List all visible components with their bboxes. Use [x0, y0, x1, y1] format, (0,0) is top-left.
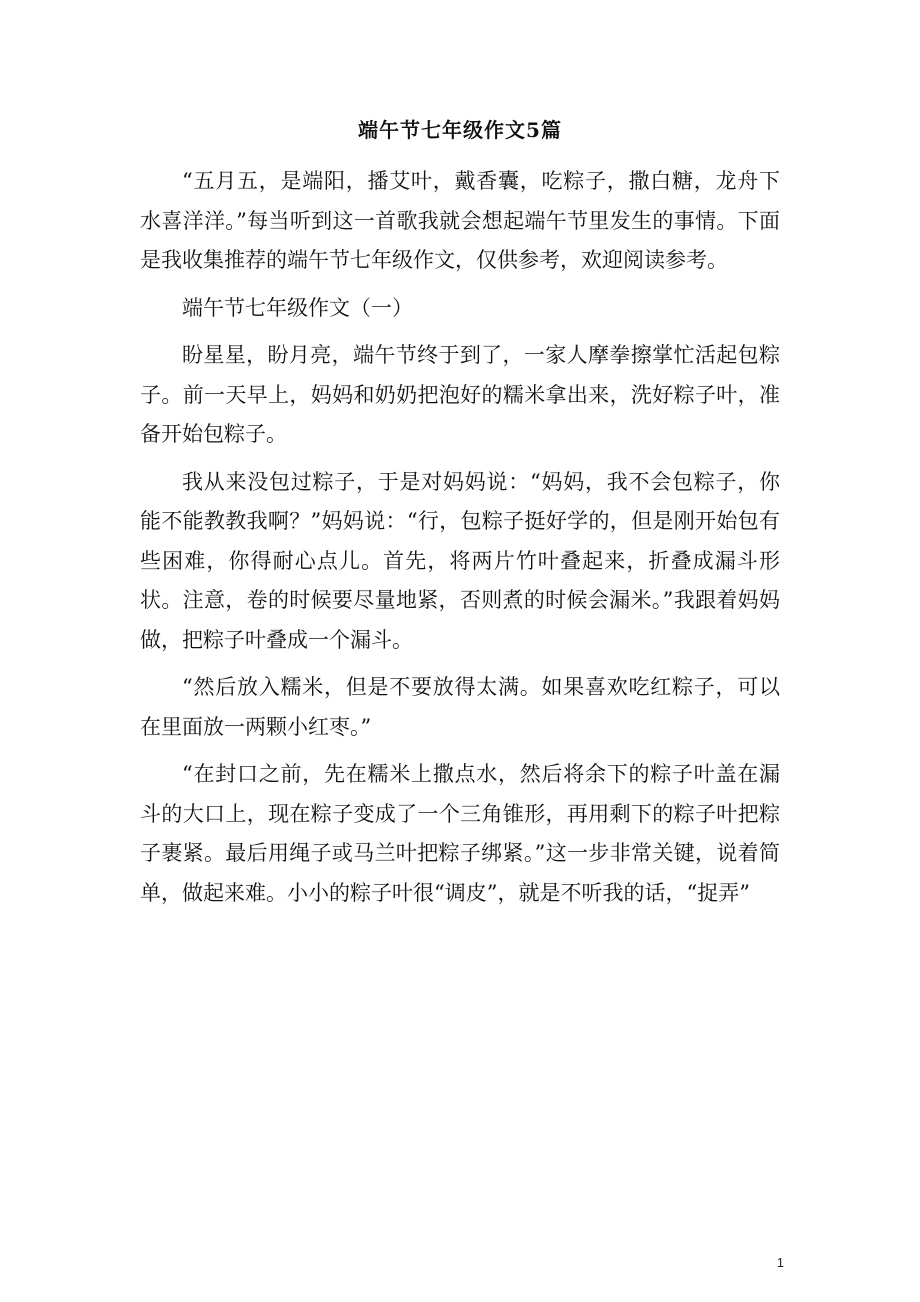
- document-title: 端午节七年级作文5篇: [358, 118, 562, 142]
- body-paragraph: “然后放入糯米，但是不要放得太满。如果喜欢吃红粽子，可以在里面放一两颗小红枣。”: [140, 675, 780, 739]
- body-paragraph: “在封口之前，先在糯米上撒点水，然后将余下的粽子叶盖在漏斗的大口上，现在粽子变成了一个三角锥形，再用剩下的粽子叶把粽子裹紧。最后用绳子或马兰叶把粽子绑紧。”这一步非常关键，说着简单，做起来难。小小的粽子叶很“调皮”，就是不听我的话，“捉弄”: [140, 762, 780, 905]
- intro-paragraph: “五月五，是端阳，播艾叶，戴香囊，吃粽子，撒白糖，龙舟下水喜洋洋。”每当听到这一首歌我就会想起端午节里发生的事情。下面是我收集推荐的端午节七年级作文，仅供参考，欢迎阅读参考。: [140, 169, 780, 272]
- body-paragraph: 盼星星，盼月亮，端午节终于到了，一家人摩拳擦掌忙活起包粽子。前一天早上，妈妈和奶奶把泡好的糯米拿出来，洗好粽子叶，准备开始包粽子。: [140, 343, 780, 446]
- page-number: 1: [776, 1255, 784, 1270]
- body-paragraph: 我从来没包过粽子，于是对妈妈说：“妈妈，我不会包粽子，你能不能教教我啊？”妈妈说：“行，包粽子挺好学的，但是刚开始包有些困难，你得耐心点儿。首先，将两片竹叶叠起来，折叠成漏斗形状。注意，卷的时候要尽量地紧，否则煮的时候会漏米。”我跟着妈妈做，把粽子叶叠成一个漏斗。: [140, 469, 780, 652]
- essay-heading: 端午节七年级作文（一）: [182, 295, 413, 320]
- document-body: [140, 162, 780, 921]
